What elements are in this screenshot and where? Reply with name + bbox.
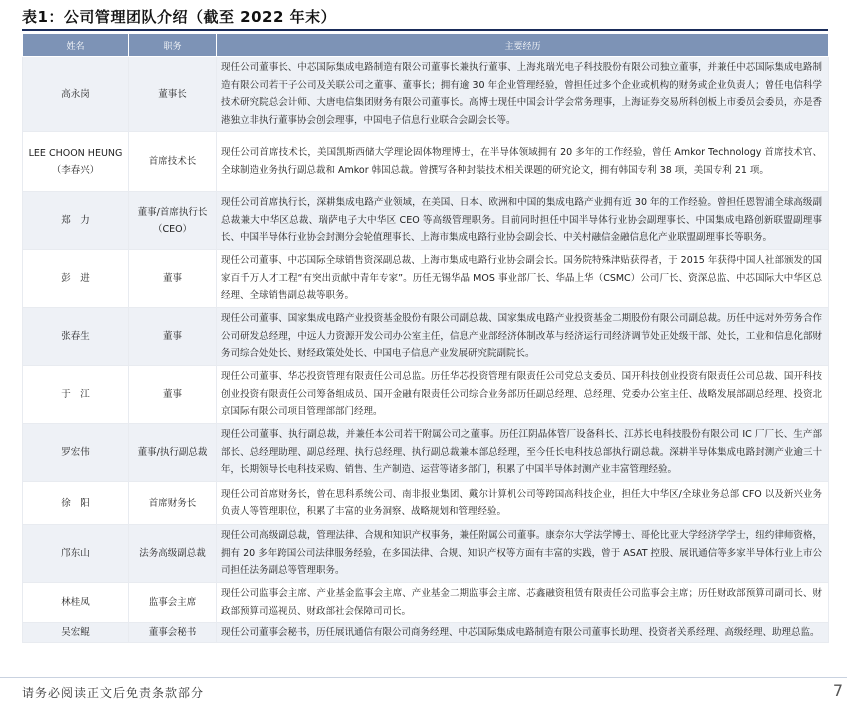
table-row [23, 366, 829, 424]
table-row [23, 583, 829, 623]
person-role: 首席技术长 [129, 132, 217, 192]
management-team-table [22, 33, 829, 643]
table-header-row [23, 34, 829, 57]
person-role: 董事/首席执行长（CEO） [129, 192, 217, 250]
person-bio: 现任公司董事会秘书，历任展讯通信有限公司商务经理、中芯国际集成电路制造有限公司董事长助理、投资者关系经理、高级经理、助理总监。 [217, 623, 829, 643]
person-name: 郑 力 [23, 192, 129, 250]
person-name: 高永岗 [23, 57, 129, 132]
table-row [23, 525, 829, 583]
person-bio: 现任公司首席财务长，曾在思科系统公司、南非报业集团、戴尔计算机公司等跨国高科技企业，担任大中华区/全球业务总部 CFO 以及新兴业务负责人等管理职位，积累了丰富的业务洞察、战略规划和管理经验。 [217, 482, 829, 525]
person-role: 董事会秘书 [129, 623, 217, 643]
table-row [23, 308, 829, 366]
person-bio: 现任公司董事、华芯投资管理有限责任公司总监。历任华芯投资管理有限责任公司党总支委员、国开科技创业投资有限责任公司总裁、国开科技创业投资有限责任公司筹备组成员、国开金融有限责任公司综合业务部历任副总经理、总经理、党委办公室主任、战略发展部副总经理、投资北京国际有限公司项目管理部部门经理。 [217, 366, 829, 424]
title-divider [22, 29, 828, 31]
person-name: 张春生 [23, 308, 129, 366]
person-name: 吴宏鲲 [23, 623, 129, 643]
table-row [23, 482, 829, 525]
table-row [23, 623, 829, 643]
person-role: 首席财务长 [129, 482, 217, 525]
person-role: 监事会主席 [129, 583, 217, 623]
person-bio: 现任公司董事、中芯国际全球销售资深副总裁、上海市集成电路行业协会副会长。国务院特殊津贴获得者，于 2015 年获得中国人社部颁发的国家百千万人才工程“有突出贡献中青年专家”。历任无锡华晶 MOS 事业部厂长、华晶上华（CSMC）公司厂长、资深总监、中芯国际大中华区总经理、全球销售副总裁等职务。 [217, 250, 829, 308]
header-name: 姓名 [23, 34, 129, 57]
table-title: 表1：公司管理团队介绍（截至 2022 年末） [22, 8, 337, 26]
person-name: 林桂凤 [23, 583, 129, 623]
person-name: LEE CHOON HEUNG（李春兴） [23, 132, 129, 192]
person-name: 彭 进 [23, 250, 129, 308]
person-role: 董事长 [129, 57, 217, 132]
person-bio: 现任公司首席技术长，美国凯斯西储大学理论固体物理博士，在半导体领域拥有 20 多年的工作经验，曾任 Amkor Technology 首席技术官、全球制造业务执行副总裁和 Amkor 韩国总裁。曾撰写各种封装技术相关课题的研究论文，拥有韩国专利 38 项，美国专利 21 项。 [217, 132, 829, 192]
person-role: 董事 [129, 250, 217, 308]
header-experience: 主要经历 [217, 34, 829, 57]
person-bio: 现任公司高级副总裁，管理法律、合规和知识产权事务，兼任附属公司董事。康奈尔大学法学博士、哥伦比亚大学经济学学士，纽约律师资格，拥有 20 多年跨国公司法律服务经验，在多国法律、合规、知识产权等方面有丰富的实践，曾于 ASAT 控股、展讯通信等多家半导体行业上市公司担任法务副总等管理职务。 [217, 525, 829, 583]
person-bio: 现任公司监事会主席、产业基金监事会主席、产业基金二期监事会主席、芯鑫融资租赁有限责任公司监事会主席；历任财政部预算司副司长、财政部预算司巡视员、财政部社会保障司司长。 [217, 583, 829, 623]
person-bio: 现任公司董事、执行副总裁，并兼任本公司若干附属公司之董事。历任江阴晶体管厂设备科长、江苏长电科技股份有限公司 IC 厂厂长、生产部部长、总经理助理、副总经理、执行总经理、执行副总裁兼本部总经理，至今任长电科技总部执行副总裁。深耕半导体集成电路封测产业逾三十年，长期领导长电科技采购、销售、生产制造、运营等诸多部门，积累了中国半导体封测产业丰富管理经验。 [217, 424, 829, 482]
person-role: 法务高级副总裁 [129, 525, 217, 583]
person-name: 邝东山 [23, 525, 129, 583]
person-name: 徐 阳 [23, 482, 129, 525]
person-bio: 现任公司董事长、中芯国际集成电路制造有限公司董事长兼执行董事、上海兆瑞光电子科技股份有限公司独立董事，并兼任中芯国际集成电路制造有限公司若干子公司及关联公司之董事、董事长；拥有逾 30 年企业管理经验，曾担任过多个企业或机构的财务或企业负责人；曾任电信科学技术研究院总会计师、大唐电信集团财务有限公司董事长。高博士现任中国会计学会常务理事，上海证券交易所科创板上市委员会委员，亦是香港独立非执行董事协会创会理事，中国电子信息行业联合会副会长等。 [217, 57, 829, 132]
page-number: 7 [832, 681, 843, 700]
person-bio: 现任公司董事、国家集成电路产业投资基金股份有限公司副总裁、国家集成电路产业投资基金二期股份有限公司副总裁。历任中远对外劳务合作公司研发总经理，中远人力资源开发公司办公室主任，信息产业部经济体制改革与经济运行司经济调节处正处级干部、处长，工业和信息化部财务司综合处处长、财经政策处处长、中国电子信息产业发展研究院副院长。 [217, 308, 829, 366]
table-row [23, 57, 829, 132]
person-role: 董事 [129, 366, 217, 424]
disclaimer-note: 请务必阅读正文后免责条款部分 [22, 686, 205, 700]
person-role: 董事/执行副总裁 [129, 424, 217, 482]
person-name: 于 江 [23, 366, 129, 424]
table-row [23, 424, 829, 482]
person-role: 董事 [129, 308, 217, 366]
header-role: 职务 [129, 34, 217, 57]
footer-divider [0, 677, 847, 678]
table-row [23, 132, 829, 192]
person-bio: 现任公司首席执行长，深耕集成电路产业领域，在美国、日本、欧洲和中国的集成电路产业拥有近 30 年的工作经验。曾担任恩智浦全球高级副总裁兼大中华区总裁、瑞萨电子大中华区 CEO 等高级管理职务。目前同时担任中国半导体行业协会副理事长、中国集成电路创新联盟副理事长、中国半导体行业协会封测分会轮值理事长、上海市集成电路行业协会副会长、中关村融信金融信息化产业联盟副理事长等职务。 [217, 192, 829, 250]
person-name: 罗宏伟 [23, 424, 129, 482]
table-row [23, 192, 829, 250]
table-row [23, 250, 829, 308]
